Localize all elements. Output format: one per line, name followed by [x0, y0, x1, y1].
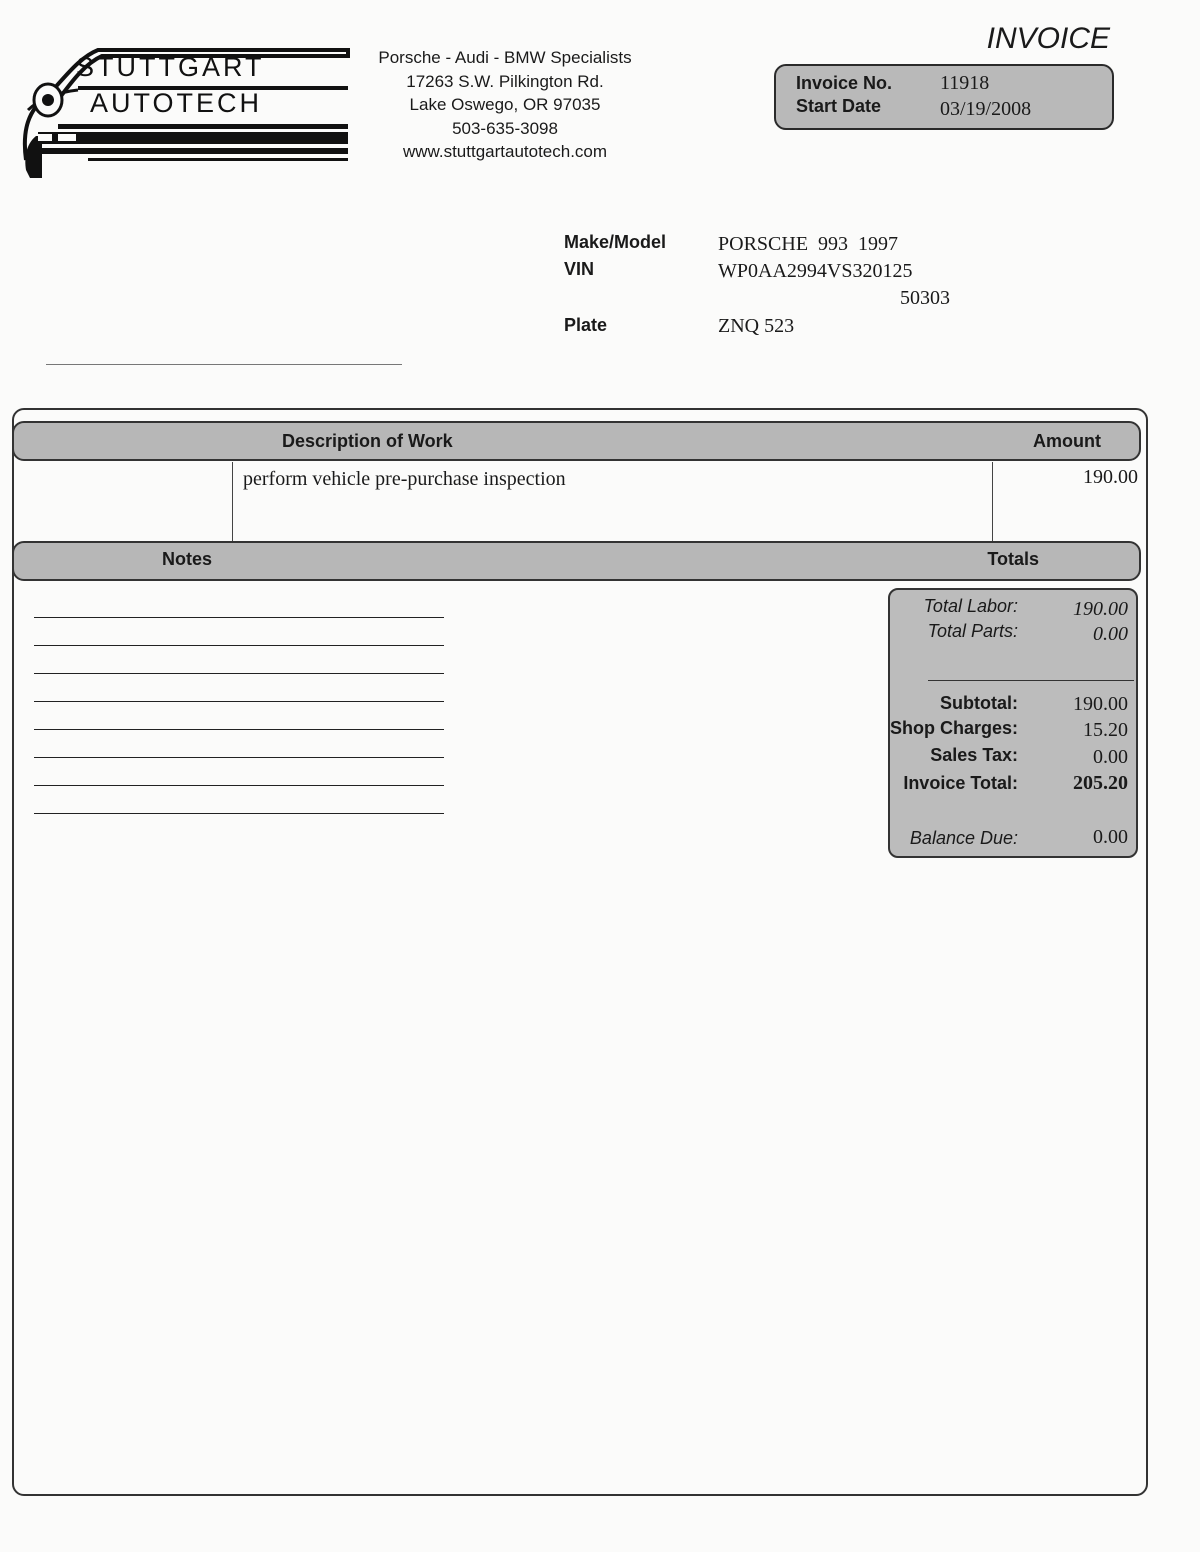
notes-line: [34, 729, 444, 730]
notes-line: [34, 785, 444, 786]
start-date-label: Start Date: [796, 96, 882, 116]
shop-charges-value: 15.20: [1083, 719, 1128, 741]
totals-header: Totals: [987, 549, 1039, 569]
work-header-bar: [12, 421, 1141, 461]
logo-wordmark-line2: AUTOTECH: [90, 88, 263, 118]
totals-divider: [928, 680, 1134, 681]
notes-line: [34, 645, 444, 646]
total-labor-label: Total Labor:: [923, 596, 1018, 616]
company-city: Lake Oswego, OR 97035: [409, 95, 601, 114]
notes-header: Notes: [162, 549, 213, 569]
notes-line: [34, 813, 444, 814]
subtotal-value: 190.00: [1073, 693, 1128, 715]
invoice-title: INVOICE: [986, 22, 1110, 55]
notes-line: [34, 673, 444, 674]
mileage-value: 50303: [900, 287, 950, 309]
total-labor-value: 190.00: [1073, 598, 1128, 620]
divider: [46, 364, 402, 365]
total-parts-label: Total Parts:: [927, 621, 1018, 641]
company-tagline: Porsche - Audi - BMW Specialists: [378, 48, 632, 67]
notes-line: [34, 757, 444, 758]
column-divider: [232, 462, 233, 542]
logo-wordmark-line1: STUTTGART: [76, 52, 265, 82]
company-website: www.stuttgartautotech.com: [402, 142, 608, 161]
column-divider: [992, 462, 993, 542]
sales-tax-label: Sales Tax:: [930, 745, 1018, 765]
make-model-value: PORSCHE 993 1997: [718, 233, 899, 255]
company-phone: 503-635-3098: [452, 118, 558, 138]
invoice-info-box: [774, 64, 1114, 130]
plate-label: Plate: [564, 315, 608, 335]
invoice-number-label: Invoice No.: [796, 73, 893, 93]
work-item-amount: 190.00: [1083, 466, 1138, 488]
balance-due-value: 0.00: [1093, 826, 1128, 848]
vin-label: VIN: [564, 259, 595, 279]
subtotal-label: Subtotal:: [940, 693, 1018, 713]
balance-due-label: Balance Due:: [909, 828, 1018, 848]
vin-value: WP0AA2994VS320125: [718, 260, 913, 282]
invoice-total-value: 205.20: [1073, 772, 1128, 794]
total-parts-value: 0.00: [1093, 623, 1128, 645]
shop-charges-label: Shop Charges:: [889, 718, 1018, 738]
work-item-description: perform vehicle pre-purchase inspection: [243, 468, 566, 490]
company-info: [350, 46, 660, 164]
invoice-total-label: Invoice Total:: [903, 773, 1018, 793]
amount-header: Amount: [1033, 431, 1101, 451]
notes-line: [34, 617, 444, 618]
plate-value: ZNQ 523: [718, 315, 795, 337]
description-header: Description of Work: [282, 431, 453, 451]
invoice-number: 11918: [940, 72, 990, 94]
start-date: 03/19/2008: [940, 98, 1032, 120]
summary-header-bar: [12, 541, 1141, 581]
make-model-label: Make/Model: [564, 232, 667, 252]
notes-line: [34, 701, 444, 702]
sales-tax-value: 0.00: [1093, 746, 1128, 768]
company-logo: [18, 40, 353, 180]
company-address: 17263 S.W. Pilkington Rd.: [406, 71, 604, 91]
totals-box: [888, 588, 1138, 858]
